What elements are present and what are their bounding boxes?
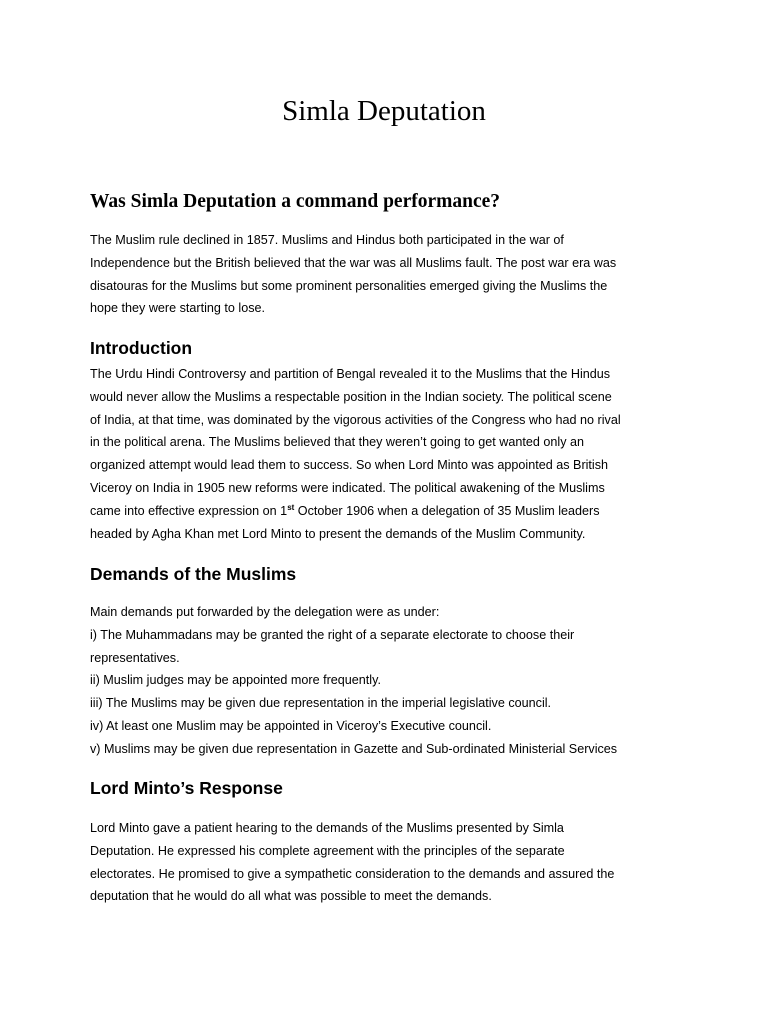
paragraph-line: The Urdu Hindi Controversy and partition of Bengal revealed it to the Muslims that the Hindus (90, 367, 611, 381)
document-title: Simla Deputation (282, 95, 486, 127)
list-item: iv) At least one Muslim may be appointed in Viceroy’s Executive council. (90, 718, 492, 733)
demands-heading: Demands of the Muslims (90, 564, 297, 584)
paragraph-line: Viceroy on India in 1905 new reforms were indicated. The political awakening of the Muslims (90, 480, 605, 495)
paragraph-line: headed by Agha Khan met Lord Minto to present the demands of the Muslim Community. (90, 526, 586, 541)
list-item: ii) Muslim judges may be appointed more frequently. (90, 673, 381, 688)
paragraph-line: would never allow the Muslims a respectable position in the Indian society. The political scene (90, 389, 612, 404)
paragraph-line: Lord Minto gave a patient hearing to the demands of the Muslims presented by Simla (90, 821, 564, 835)
paragraph-line: in the political arena. The Muslims believed that they weren’t going to get wanted only an (90, 435, 585, 450)
paragraph-line: electorates. He promised to give a sympathetic consideration to the demands and assured the (90, 866, 615, 881)
list-item: v) Muslims may be given due representation in Gazette and Sub-ordinated Ministerial Services (90, 741, 618, 756)
response-heading: Lord Minto’s Response (90, 778, 283, 798)
list-item: Main demands put forwarded by the delegation were as under: (90, 605, 440, 619)
paragraph-line: The Muslim rule declined in 1857. Muslims and Hindus both participated in the war of (90, 233, 564, 247)
paragraph-line: hope they were starting to lose. (90, 301, 266, 316)
list-item: i) The Muhammadans may be granted the right of a separate electorate to choose their (90, 627, 575, 642)
line-text: came into effective expression on 1 (90, 503, 288, 518)
ordinal-superscript: st (287, 502, 295, 512)
demands-list (90, 601, 690, 761)
introduction-paragraph (90, 363, 690, 545)
list-item: representatives. (90, 650, 180, 665)
paragraph-line: of India, at that time, was dominated by the vigorous activities of the Congress who had no rival (90, 412, 621, 427)
paragraph-line (90, 500, 690, 523)
introduction-heading: Introduction (90, 338, 193, 358)
paragraph-line: organized attempt would lead them to success. So when Lord Minto was appointed as British (90, 458, 609, 473)
paragraph-line: disatouras for the Muslims but some prominent personalities emerged giving the Muslims the (90, 278, 608, 293)
paragraph-line: deputation that he would do all what was possible to meet the demands. (90, 889, 492, 904)
response-paragraph (90, 817, 690, 908)
paragraph-line: Deputation. He expressed his complete agreement with the principles of the separate (90, 843, 565, 858)
line-text: October 1906 when a delegation of 35 Muslim leaders (294, 503, 600, 518)
intro-paragraph (90, 229, 690, 320)
list-item: iii) The Muslims may be given due representation in the imperial legislative council. (90, 696, 552, 711)
paragraph-line: Independence but the British believed that the war was all Muslims fault. The post war era was (90, 255, 617, 270)
document-subtitle: Was Simla Deputation a command performance? (90, 191, 501, 212)
